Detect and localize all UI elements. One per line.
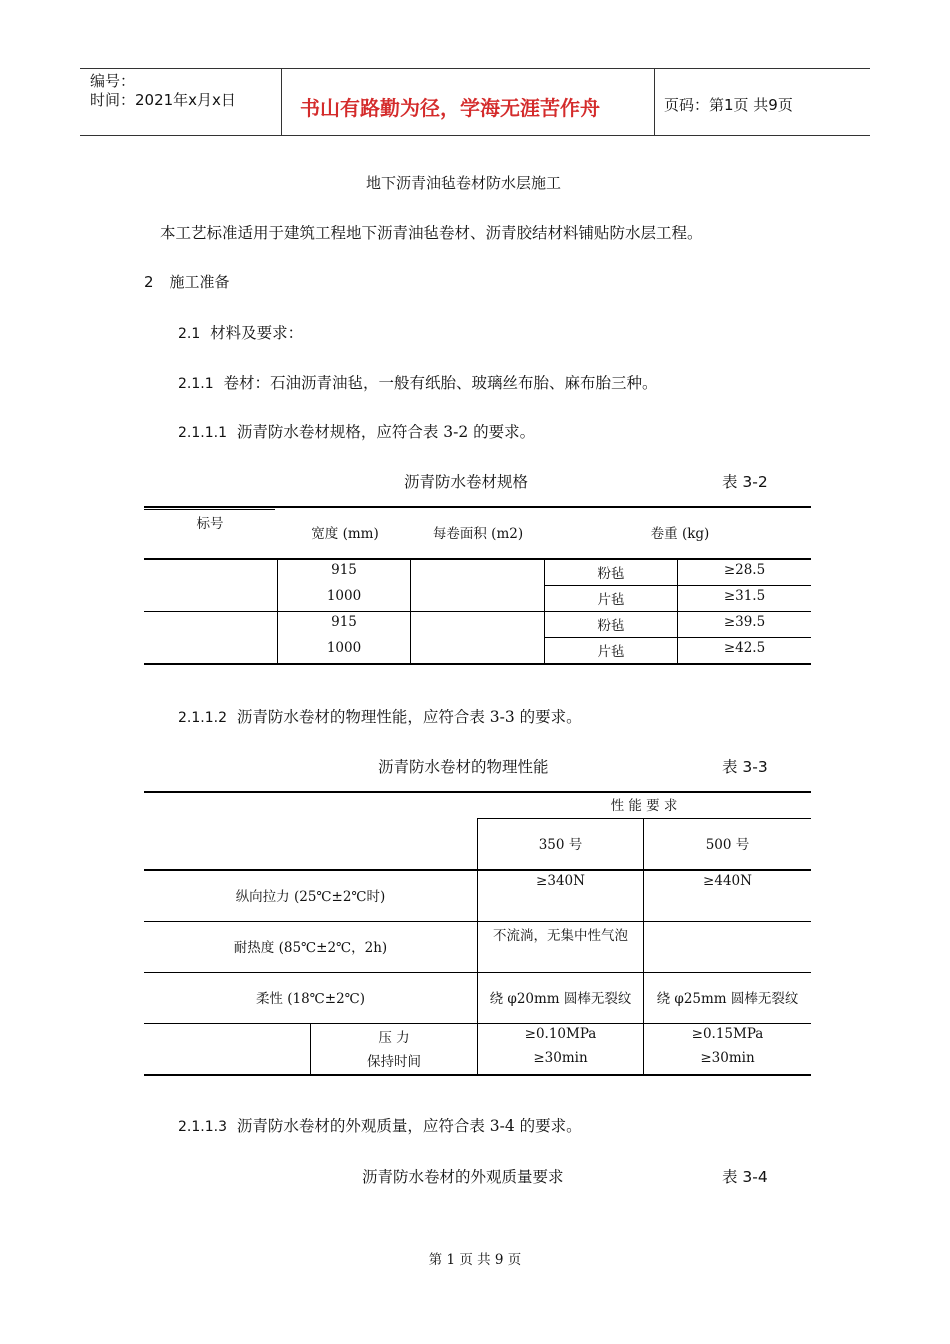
t32-r4-width: 1000 xyxy=(326,640,362,656)
table-3-3-caption: 沥青防水卷材的物理性能 xyxy=(378,758,549,776)
t32-r3-type: 粉毡 xyxy=(597,618,625,634)
section-2-number: 2 xyxy=(144,273,154,291)
section-2-1-1-2-text: 沥青防水卷材的物理性能，应符合表 3-3 的要求。 xyxy=(236,708,582,726)
t32-group-divider xyxy=(144,611,811,612)
section-2-title: 施工准备 xyxy=(169,273,230,291)
t32-r4-type: 片毡 xyxy=(597,644,625,660)
t32-header-grade: 标号 xyxy=(196,516,224,532)
t32-header-area: 每卷面积 (m2) xyxy=(432,526,524,542)
header-bottom-rule xyxy=(80,135,870,136)
t32-vline-2 xyxy=(410,559,411,664)
table-3-4-number: 表 3-4 xyxy=(722,1168,768,1186)
t33-hold-500: ≥30min xyxy=(700,1050,755,1066)
section-2-1-1-3-text: 沥青防水卷材的外观质量，应符合表 3-4 的要求。 xyxy=(236,1117,582,1135)
t32-top-rule xyxy=(144,506,811,508)
t33-r3-500: 绕 φ25mm 圆棒无裂纹 xyxy=(656,991,799,1007)
header-divider-right xyxy=(654,68,655,136)
table-3-2-caption: 沥青防水卷材规格 xyxy=(404,473,529,491)
section-2-heading xyxy=(144,271,230,292)
t32-header-bottom xyxy=(144,558,811,560)
t33-group-rule xyxy=(477,818,811,819)
t32-r2-type: 片毡 xyxy=(597,592,625,608)
section-2-1-1-1-text: 沥青防水卷材规格，应符合表 3-2 的要求。 xyxy=(236,423,536,441)
t33-r3-350: 绕 φ20mm 圆棒无裂纹 xyxy=(489,991,632,1007)
t32-r1-width: 915 xyxy=(331,562,357,578)
section-2-1-number: 2.1 xyxy=(178,326,201,342)
header-divider-left xyxy=(281,68,282,136)
t32-r3-weight: ≥39.5 xyxy=(723,614,766,630)
page-footer: 第 1 页 共 9 页 xyxy=(428,1252,522,1268)
t33-top-rule xyxy=(144,791,811,793)
header-page-info: 页码：第1页 共9页 xyxy=(664,96,793,114)
t33-group-header: 性 能 要 求 xyxy=(610,798,678,814)
t33-r1-500: ≥440N xyxy=(703,873,752,889)
section-2-1-1 xyxy=(178,371,658,393)
t32-r2-weight: ≥31.5 xyxy=(723,588,766,604)
t33-pressure-500: ≥0.15MPa xyxy=(691,1026,764,1042)
section-2-1-1-text: 卷材：石油沥青油毡，一般有纸胎、玻璃丝布胎、麻布胎三种。 xyxy=(223,374,658,392)
section-2-1-1-1-number: 2.1.1.1 xyxy=(178,425,227,441)
t32-r1-type: 粉毡 xyxy=(597,566,625,582)
section-2-1-1-3 xyxy=(178,1114,582,1136)
section-2-1 xyxy=(178,321,303,343)
t33-header-350: 350 号 xyxy=(538,837,583,853)
t33-r1-label: 纵向拉力 (25℃±2℃时) xyxy=(235,889,386,905)
t32-r3-width: 915 xyxy=(331,614,357,630)
doc-time-label: 时间：2021年x月x日 xyxy=(90,91,236,109)
header-top-rule xyxy=(80,68,870,69)
t32-bottom-rule xyxy=(144,663,811,665)
t33-r2-label: 耐热度 (85℃±2℃，2h) xyxy=(233,940,388,956)
document-title: 地下沥青油毡卷材防水层施工 xyxy=(366,174,562,192)
t33-header-500: 500 号 xyxy=(705,837,750,853)
t33-pressure-label: 压 力 xyxy=(378,1030,410,1046)
doc-number-label: 编号： xyxy=(90,72,136,90)
t33-pressure-350: ≥0.10MPa xyxy=(524,1026,597,1042)
t32-r1-weight: ≥28.5 xyxy=(723,562,766,578)
t32-r4-weight: ≥42.5 xyxy=(723,640,766,656)
t32-header-weight: 卷重 (kg) xyxy=(650,526,710,542)
t33-r3-label: 柔性 (18℃±2℃) xyxy=(255,991,366,1007)
section-2-1-text: 材料及要求： xyxy=(210,324,304,342)
section-2-1-1-1 xyxy=(178,420,535,442)
table-3-4-caption: 沥青防水卷材的外观质量要求 xyxy=(362,1168,564,1186)
header-motto: 书山有路勤为径，学海无涯苦作舟 xyxy=(300,96,600,120)
section-2-1-1-number: 2.1.1 xyxy=(178,376,214,392)
t33-r2-350: 不流淌，无集中性气泡 xyxy=(493,928,628,944)
table-3-3-number: 表 3-3 xyxy=(722,758,768,776)
section-2-1-1-2 xyxy=(178,705,582,727)
t32-top-rule-inner xyxy=(144,509,275,510)
t32-r2-width: 1000 xyxy=(326,588,362,604)
intro-paragraph: 本工艺标准适用于建筑工程地下沥青油毡卷材、沥青胶结材料铺贴防水层工程。 xyxy=(160,224,703,242)
t33-hold-350: ≥30min xyxy=(533,1050,588,1066)
t32-header-width: 宽度 (mm) xyxy=(311,526,379,542)
t33-hold-label: 保持时间 xyxy=(367,1054,421,1070)
table-3-2-number: 表 3-2 xyxy=(722,473,768,491)
section-2-1-1-3-number: 2.1.1.3 xyxy=(178,1119,227,1135)
section-2-1-1-2-number: 2.1.1.2 xyxy=(178,710,227,726)
t33-r1-350: ≥340N xyxy=(536,873,585,889)
